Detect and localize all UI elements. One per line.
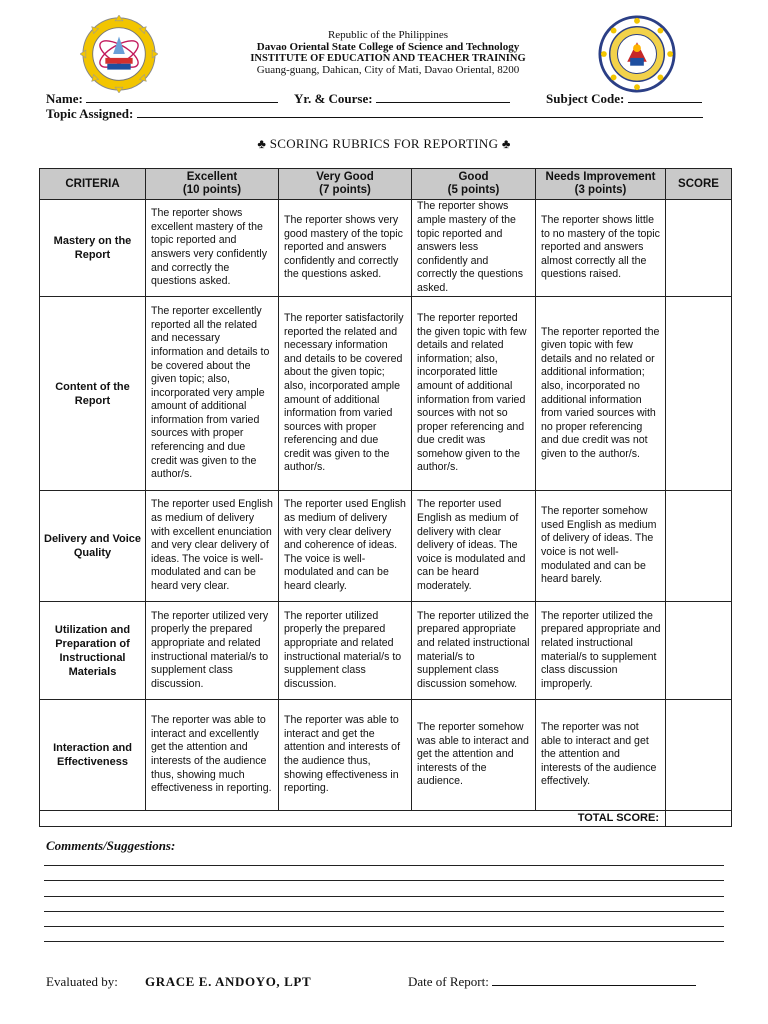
good-label: Good [458,171,489,183]
excellent-cell: The reporter shows excellent mastery of the topic reported and answers very confidently and correctly the questions asked. [146,200,279,297]
comment-line[interactable] [44,896,724,897]
very-good-cell: The reporter used English as medium of delivery with very clear delivery and coherence of ideas. The voice is well-modulated and can be heard clearly. [279,491,412,602]
comment-line[interactable] [44,941,724,942]
name-label: Name: [46,91,83,106]
date-of-report-field[interactable] [408,974,696,990]
rubric-title: ♣ SCORING RUBRICS FOR REPORTING ♣ [257,136,511,151]
school-header [180,30,596,76]
criteria-cell: Delivery and Voice Quality [40,491,146,602]
subject-code-field[interactable] [546,91,702,107]
total-score-label: TOTAL SCORE: [40,811,666,827]
excellent-cell: The reporter was able to interact and excellently get the attention and interests of the audience thus, showing much effectiveness in reporting. [146,700,279,811]
col-header-score: SCORE [666,169,732,200]
excellent-cell: The reporter excellently reported all the related and necessary information and details to be covered about the given topic; also, incorporated very ample amount of additional information from varied sources with proper referencing and due credit was given to the author/s. [146,297,279,491]
header-line-institute: INSTITUTE OF EDUCATION AND TEACHER TRAINING [250,53,526,64]
college-seal-logo [80,15,158,93]
evaluator-name: GRACE E. ANDOYO, LPT [145,974,312,989]
score-cell[interactable] [666,700,732,811]
header-line-republic: Republic of the Philippines [327,29,449,41]
subject-code-blank[interactable] [628,91,702,103]
table-row [40,491,732,602]
comment-line[interactable] [44,926,724,927]
table-header-row [40,169,732,200]
needs-improvement-cell: The reporter was not able to interact and get the attention and interests of the audience effectively. [536,700,666,811]
date-of-report-blank[interactable] [492,974,696,986]
criteria-cell: Interaction and Effectiveness [40,700,146,811]
col-header-very-good [279,169,412,200]
good-cell: The reporter somehow was able to interact and get the attention and interests of the audience. [412,700,536,811]
table-row [40,700,732,811]
score-cell[interactable] [666,491,732,602]
col-header-criteria: CRITERIA [40,169,146,200]
course-field[interactable] [294,91,510,107]
needs-improvement-points: (3 points) [574,184,627,196]
header-line-college: Davao Oriental State College of Science and Technology [256,40,520,53]
criteria-cell: Mastery on the Report [40,200,146,297]
needs-improvement-label: Needs Improvement [545,171,656,183]
very-good-cell: The reporter shows very good mastery of the topic reported and answers confidently and correctly the questions asked. [279,200,412,297]
needs-improvement-cell: The reporter reported the given topic with few details and no related or additional information; also, incorporated no additional information from varied sources with no proper referencing and due credit was not given to the author/s. [536,297,666,491]
institute-seal-logo [598,15,676,93]
very-good-cell: The reporter was able to interact and get the attention and interests of the audience thus, showing effectiveness in reporting. [279,700,412,811]
topic-label: Topic Assigned: [46,106,134,121]
rubric-table [39,168,732,827]
comment-line[interactable] [44,865,724,866]
table-row [40,602,732,700]
score-cell[interactable] [666,297,732,491]
comments-label: Comments/Suggestions: [46,838,176,853]
good-points: (5 points) [447,184,500,196]
good-cell: The reporter used English as medium of delivery with clear delivery of ideas. The voice is modulated and can be heard moderately. [412,491,536,602]
date-of-report-label: Date of Report: [408,974,489,989]
name-blank[interactable] [86,91,278,103]
needs-improvement-cell: The reporter shows little to no mastery of the topic reported and answers almost correctly all the questions raised. [536,200,666,297]
comment-line[interactable] [44,880,724,881]
total-score-cell[interactable] [666,811,732,827]
criteria-cell: Utilization and Preparation of Instructional Materials [40,602,146,700]
good-cell: The reporter utilized the prepared appropriate and related instructional material/s to supplement class discussion somehow. [412,602,536,700]
header-line-address: Guang-guang, Dahican, City of Mati, Davao Oriental, 8200 [256,63,520,76]
col-header-excellent [146,169,279,200]
col-header-needs-improvement [536,169,666,200]
very-good-points: (7 points) [319,184,371,196]
name-field[interactable] [46,91,278,107]
topic-field[interactable] [46,106,703,122]
col-header-good [412,169,536,200]
excellent-label: Excellent [186,171,238,183]
score-cell[interactable] [666,200,732,297]
evaluated-by-label: Evaluated by: [46,974,118,989]
total-row [40,811,732,827]
good-cell: The reporter reported the given topic with few details and related information; also, incorporated little amount of additional information from varied sources with not so proper referencing and due credit was somehow given to the author/s. [412,297,536,491]
very-good-cell: The reporter satisfactorily reported the related and necessary information and details to be covered about the given topic; also, incorporated ample amount of additional information from varied sources with proper referencing and due credit was given to the author/s. [279,297,412,491]
score-cell[interactable] [666,602,732,700]
criteria-cell: Content of the Report [40,297,146,491]
needs-improvement-cell: The reporter utilized the prepared appropriate and related instructional material/s to supplement class discussion improperly. [536,602,666,700]
excellent-points: (10 points) [182,184,242,196]
subject-code-label: Subject Code: [546,91,625,106]
table-row [40,297,732,491]
table-row [40,200,732,297]
good-cell: The reporter shows ample mastery of the topic reported and answers less confidently and correctly the questions asked. [412,200,536,297]
needs-improvement-cell: The reporter somehow used English as medium of delivery of ideas. The voice is not well-modulated and can be heard barely. [536,491,666,602]
course-blank[interactable] [376,91,510,103]
comment-line[interactable] [44,911,724,912]
topic-blank[interactable] [137,106,703,118]
excellent-cell: The reporter utilized very properly the prepared appropriate and related instructional material/s to supplement class discussion. [146,602,279,700]
very-good-label: Very Good [316,171,374,183]
very-good-cell: The reporter utilized properly the prepared appropriate and related instructional material/s to supplement class discussion. [279,602,412,700]
course-label: Yr. & Course: [294,91,373,106]
excellent-cell: The reporter used English as medium of delivery with excellent enunciation and very clear delivery of ideas. The voice is well-modulated and can be heard very clear. [146,491,279,602]
